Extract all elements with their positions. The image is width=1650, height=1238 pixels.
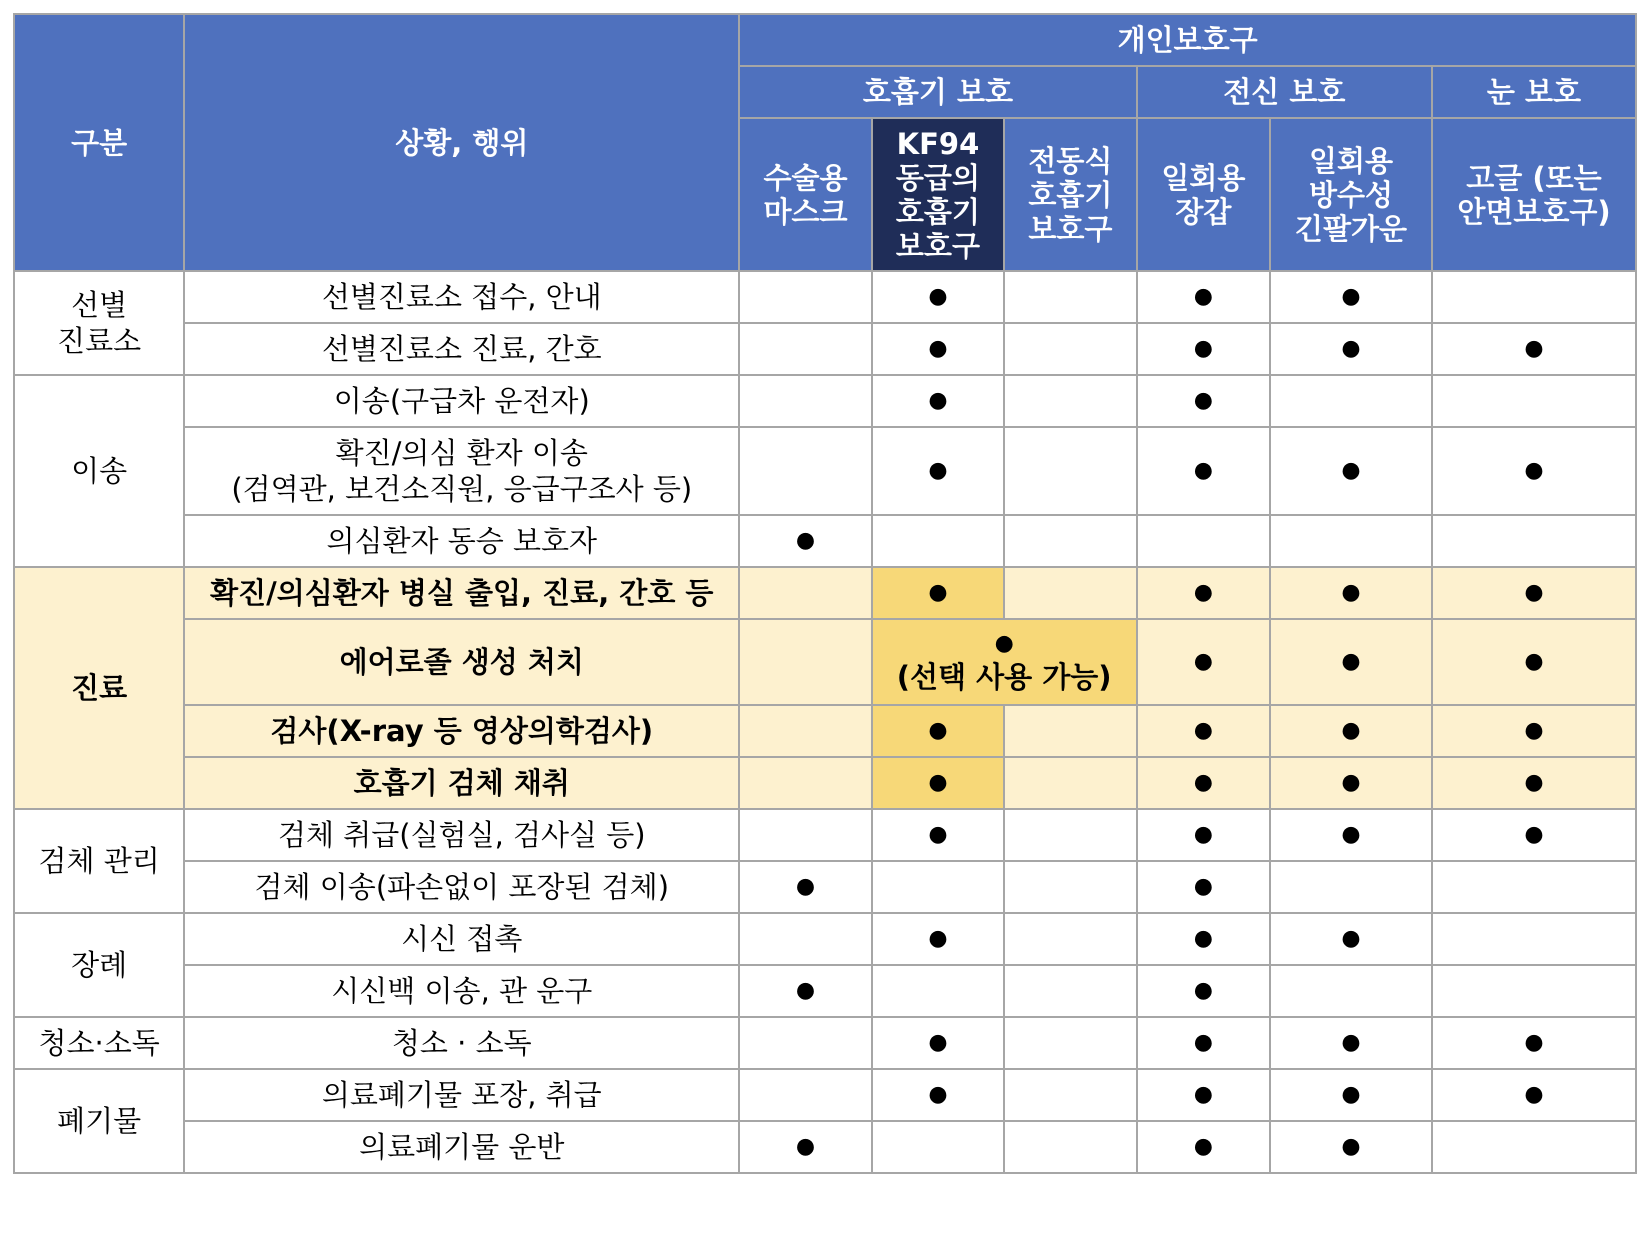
mark-cell: ● <box>1137 965 1270 1017</box>
mark-cell: ● <box>1432 705 1636 757</box>
mark-cell <box>1004 705 1136 757</box>
situation-text: (검역관, 보건소직원, 응급구조사 등) <box>231 472 693 506</box>
mark-cell: ● <box>1270 757 1432 809</box>
mark-cell: ● <box>872 1069 1004 1121</box>
mark-cell: ● <box>1432 1017 1636 1069</box>
category-cell <box>14 913 184 1017</box>
mark-cell <box>1004 809 1136 861</box>
mark-cell <box>1270 965 1432 1017</box>
situation-cell: 호흡기 검체 채취 <box>184 757 739 809</box>
mark-cell: ● <box>1270 809 1432 861</box>
mark-cell: ● <box>1270 913 1432 965</box>
mark-cell <box>1004 567 1136 619</box>
mark-cell: ● <box>1270 1017 1432 1069</box>
table-row <box>14 757 1636 809</box>
mark-cell <box>1270 375 1432 427</box>
header-text: 일회용 <box>1161 160 1246 195</box>
header-text: 수술용 <box>763 160 848 195</box>
mark-cell: ● <box>1137 567 1270 619</box>
mark-cell <box>1004 861 1136 913</box>
mark-cell: ● <box>872 1017 1004 1069</box>
mark-cell: ● <box>1137 809 1270 861</box>
header-group-eye: 눈 보호 <box>1432 66 1636 118</box>
table-row <box>14 427 1636 515</box>
mark-cell: ● <box>872 323 1004 375</box>
category-text: 진료 <box>71 671 128 705</box>
header-group-body: 전신 보호 <box>1137 66 1432 118</box>
header-col-kf94 <box>872 118 1004 271</box>
mark-cell: ● <box>872 567 1004 619</box>
header-category: 구분 <box>14 14 184 271</box>
mark-cell: ● <box>1432 323 1636 375</box>
mark-cell <box>739 427 871 515</box>
situation-cell: 검체 취급(실험실, 검사실 등) <box>184 809 739 861</box>
mark-cell <box>1004 1121 1136 1173</box>
header-text: 동급의 <box>895 160 980 195</box>
situation-cell: 의심환자 동승 보호자 <box>184 515 739 567</box>
situation-cell: 검사(X-ray 등 영상의학검사) <box>184 705 739 757</box>
mark-cell: ● <box>1137 1121 1270 1173</box>
mark-cell <box>1004 427 1136 515</box>
category-cell <box>14 809 184 913</box>
mark-cell: ● <box>1432 427 1636 515</box>
mark-cell <box>1432 965 1636 1017</box>
mark-cell: ● <box>739 965 871 1017</box>
table-row <box>14 567 1636 619</box>
mark-cell: ● <box>1270 427 1432 515</box>
header-text: 일회용 <box>1309 143 1394 178</box>
mark-cell <box>739 619 871 705</box>
mark-cell: ● <box>1137 757 1270 809</box>
mark-cell: ● <box>1137 271 1270 323</box>
mark-cell <box>739 809 871 861</box>
mark-cell <box>1004 375 1136 427</box>
table-row <box>14 705 1636 757</box>
header-col-surgical-mask <box>739 118 871 271</box>
situation-cell: 검체 이송(파손없이 포장된 검체) <box>184 861 739 913</box>
situation-text: 확진/의심 환자 이송 <box>335 436 588 470</box>
header-text: 장갑 <box>1175 194 1232 229</box>
mark-cell: ● <box>872 809 1004 861</box>
mark-cell <box>739 757 871 809</box>
mark-cell: ● <box>1270 567 1432 619</box>
situation-cell: 의료폐기물 운반 <box>184 1121 739 1173</box>
category-text: 장례 <box>71 948 128 982</box>
mark-cell <box>739 913 871 965</box>
category-cell <box>14 1069 184 1173</box>
table-row <box>14 323 1636 375</box>
situation-cell: 이송(구급차 운전자) <box>184 375 739 427</box>
header-col-gloves <box>1137 118 1270 271</box>
mark-cell <box>739 271 871 323</box>
mark-cell <box>872 1121 1004 1173</box>
merged-respirator-cell <box>872 619 1137 705</box>
situation-cell: 에어로졸 생성 처치 <box>184 619 739 705</box>
mark-cell <box>739 1017 871 1069</box>
table-row <box>14 965 1636 1017</box>
header-text: 방수성 <box>1309 177 1394 212</box>
mark-cell: ● <box>739 861 871 913</box>
mark-cell: ● <box>1270 1121 1432 1173</box>
mark-cell: ● <box>1432 567 1636 619</box>
mark-cell <box>1004 1017 1136 1069</box>
header-text: 마스크 <box>763 194 848 229</box>
mark-cell <box>872 515 1004 567</box>
situation-cell <box>184 427 739 515</box>
mark-cell <box>1432 271 1636 323</box>
mark-cell <box>739 1069 871 1121</box>
header-text: 안면보호구) <box>1457 194 1611 229</box>
header-col-papr <box>1004 118 1136 271</box>
header-situation: 상황, 행위 <box>184 14 739 271</box>
mark-cell: ● <box>1137 427 1270 515</box>
header-col-gown <box>1270 118 1432 271</box>
category-cell <box>14 567 184 809</box>
header-group-respiratory: 호흡기 보호 <box>739 66 1136 118</box>
header-text: 전동식 <box>1028 143 1113 178</box>
header-text: 고글 (또는 <box>1466 160 1602 195</box>
situation-cell: 확진/의심환자 병실 출입, 진료, 간호 등 <box>184 567 739 619</box>
mark-cell <box>1004 757 1136 809</box>
mark-cell <box>1432 913 1636 965</box>
header-text: 보호구 <box>1028 211 1113 246</box>
header-text: 호흡기 <box>895 194 980 229</box>
mark-cell: ● <box>872 705 1004 757</box>
situation-cell: 시신 접촉 <box>184 913 739 965</box>
mark-cell <box>739 567 871 619</box>
category-cell <box>14 271 184 375</box>
mark-cell: ● <box>1432 1069 1636 1121</box>
mark-cell: ● <box>1137 323 1270 375</box>
mark-cell: ● <box>872 271 1004 323</box>
mark-cell: ● <box>1270 619 1432 705</box>
header-text: KF94 <box>896 126 980 161</box>
mark-cell <box>1004 1069 1136 1121</box>
mark-cell <box>1270 861 1432 913</box>
situation-cell: 선별진료소 진료, 간호 <box>184 323 739 375</box>
mark-cell <box>1432 375 1636 427</box>
header-text: 보호구 <box>895 228 980 263</box>
table-row <box>14 515 1636 567</box>
mark-cell: ● <box>1137 619 1270 705</box>
mark-cell: ● <box>1432 809 1636 861</box>
table-row <box>14 1121 1636 1173</box>
mark-cell: ● <box>739 1121 871 1173</box>
category-text: 검체 관리 <box>38 844 160 878</box>
mark-cell: ● <box>872 757 1004 809</box>
category-cell <box>14 1017 184 1069</box>
mark-cell: ● <box>1137 913 1270 965</box>
category-text: 선별 <box>71 288 128 322</box>
mark-cell: ● <box>872 375 1004 427</box>
mark-cell <box>739 323 871 375</box>
mark-cell: ● <box>872 913 1004 965</box>
mark-cell <box>1004 965 1136 1017</box>
mark-cell: ● <box>1432 757 1636 809</box>
header-col-goggles <box>1432 118 1636 271</box>
header-text: 호흡기 <box>1028 177 1113 212</box>
mark-cell: ● <box>1137 861 1270 913</box>
mark-cell <box>1432 861 1636 913</box>
table-row <box>14 619 1636 705</box>
mark-cell <box>1004 323 1136 375</box>
mark-cell <box>1004 913 1136 965</box>
situation-cell: 청소 · 소독 <box>184 1017 739 1069</box>
table-row <box>14 861 1636 913</box>
mark-cell <box>872 861 1004 913</box>
mark-text: ● <box>994 631 1014 656</box>
header-text: 긴팔가운 <box>1295 211 1408 246</box>
mark-cell: ● <box>1137 1069 1270 1121</box>
mark-cell: ● <box>1270 705 1432 757</box>
mark-cell <box>872 965 1004 1017</box>
mark-cell: ● <box>1137 705 1270 757</box>
header-ppe: 개인보호구 <box>739 14 1636 66</box>
ppe-table <box>13 13 1637 1174</box>
mark-cell: ● <box>872 427 1004 515</box>
mark-cell: ● <box>1137 1017 1270 1069</box>
mark-cell <box>1270 515 1432 567</box>
table-row <box>14 809 1636 861</box>
mark-cell: ● <box>739 515 871 567</box>
table-row <box>14 913 1636 965</box>
mark-cell: ● <box>1137 375 1270 427</box>
mark-cell <box>1004 271 1136 323</box>
category-text: 진료소 <box>57 324 142 358</box>
situation-cell: 선별진료소 접수, 안내 <box>184 271 739 323</box>
mark-cell <box>739 705 871 757</box>
table-row <box>14 1069 1636 1121</box>
mark-cell <box>1137 515 1270 567</box>
optional-use-note: (선택 사용 가능) <box>896 660 1112 694</box>
mark-cell <box>1432 1121 1636 1173</box>
mark-cell <box>739 375 871 427</box>
mark-cell <box>1432 515 1636 567</box>
mark-cell: ● <box>1432 619 1636 705</box>
table-row <box>14 271 1636 323</box>
mark-cell <box>1004 515 1136 567</box>
table-row <box>14 1017 1636 1069</box>
table-row <box>14 375 1636 427</box>
category-cell <box>14 375 184 567</box>
situation-cell: 시신백 이송, 관 운구 <box>184 965 739 1017</box>
mark-cell: ● <box>1270 323 1432 375</box>
category-text: 이송 <box>71 454 128 488</box>
mark-cell: ● <box>1270 271 1432 323</box>
situation-cell: 의료폐기물 포장, 취급 <box>184 1069 739 1121</box>
mark-cell: ● <box>1270 1069 1432 1121</box>
category-text: 청소·소독 <box>38 1026 160 1060</box>
category-text: 폐기물 <box>57 1104 142 1138</box>
